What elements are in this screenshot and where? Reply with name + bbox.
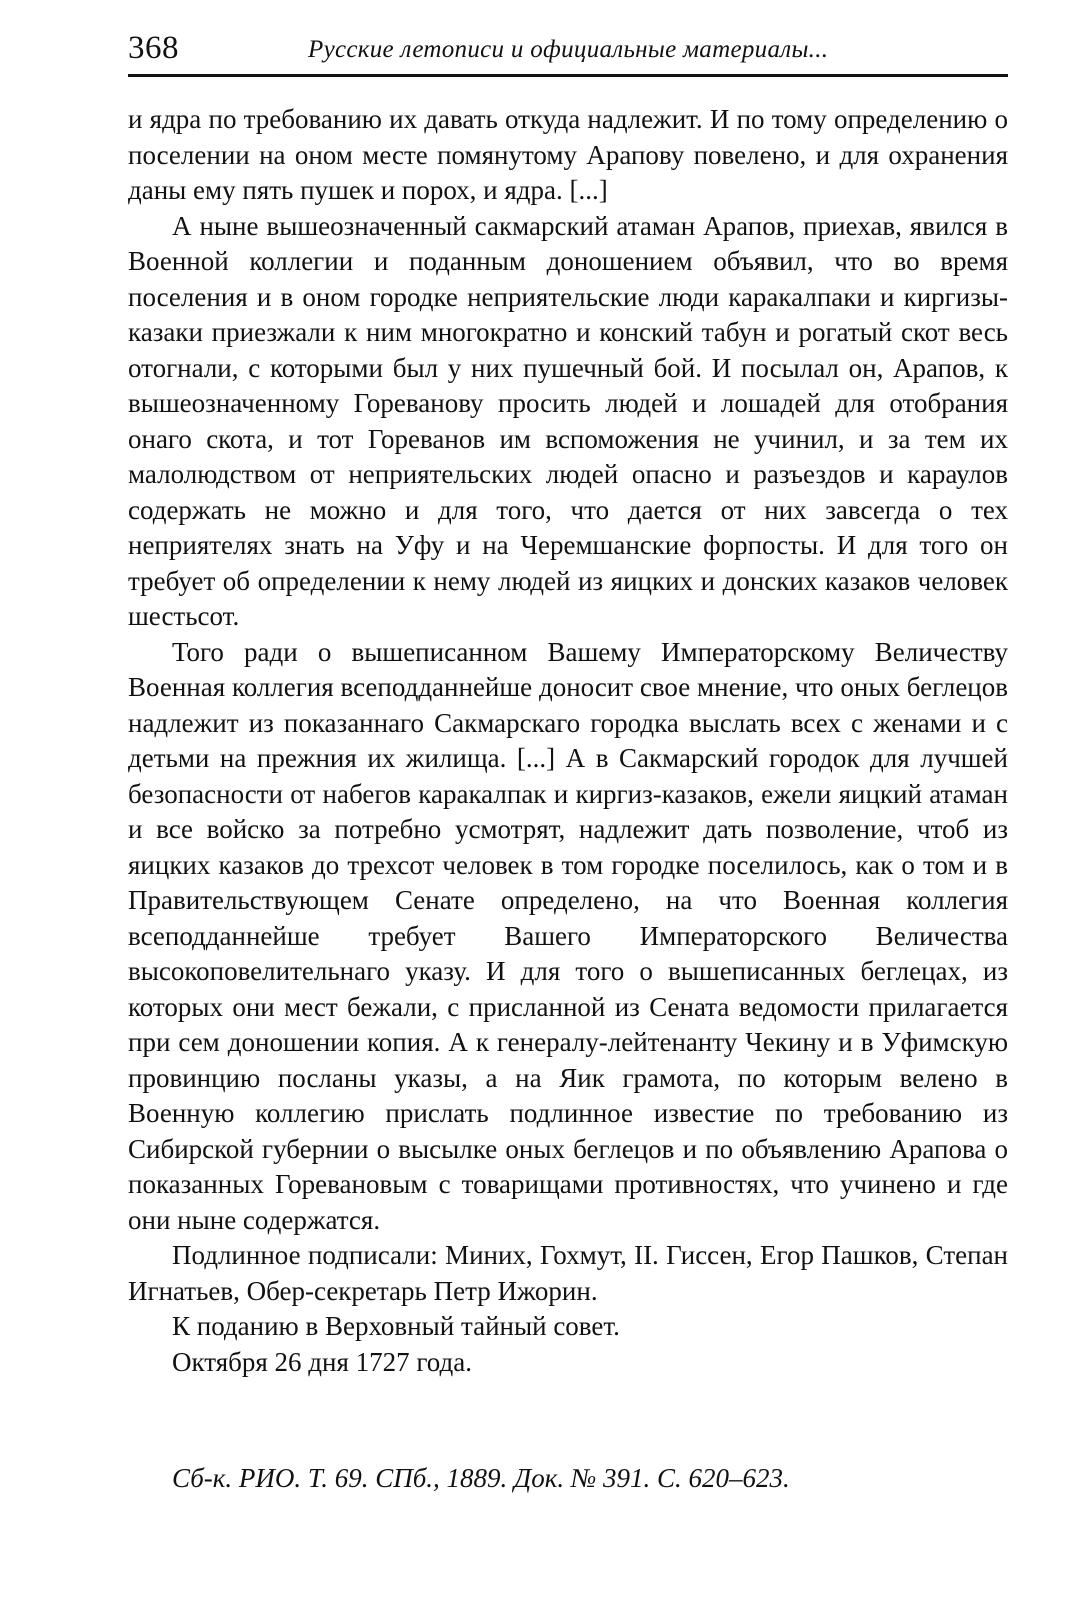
page-number: 368 — [128, 30, 179, 66]
page-header — [128, 20, 1008, 70]
source-note: Сб-к. РИО. Т. 69. СПб., 1889. Док. № 391. С. 620–623. — [172, 1463, 790, 1493]
body-text — [128, 102, 1008, 1380]
paragraph-continuation: и ядра по требованию их давать откуда надлежит. И по тому определению о поселении на оном месте помянутому Арапову повелено, и для охранения даны ему пять пушек и порох, и ядра. [...] — [128, 104, 1008, 205]
paragraph-date: Октября 26 дня 1727 года. — [172, 1346, 472, 1377]
paragraph-submission: К поданию в Верховный тайный совет. — [172, 1311, 620, 1341]
paragraph-arapov-report: А ныне вышеозначенный сакмарский атаман Арапов, приехав, явился в Военной коллегии и поданным доношением объявил, что во время поселения и в оном городке неприятельские люди каракалпаки и киргизы-казаки приезжали к ним многократно и конский табун и рогатый скот весь отогнали, с которыми был у них пушечный бой. И посылал он, Арапов, к вышеозначенному Горeванову просить людей и лошадей для отобрания онаго скота, и тот Горeванов им вспоможения не учинил, и за тем их малолюдством от неприятельских людей опасно и разъездов и караулов содержать не можно и для того, что дается от них завсегда о тех неприятелях знать на Уфу и на Черемшанские форпосты. И для того он требует об определении к нему людей из яицких и донских казаков человек шестьсот. — [128, 210, 1008, 631]
paragraph-college-opinion: Того ради о вышеписанном Вашему Императорскому Величеству Военная коллегия всеподданнейше доносит свое мнение, что оных беглецов надлежит из показаннаго Сакмарскаго городка выслать всех с женами и с детьми на прежния их жилища. [...] А в Сакмарский городок для лучшей безопасности от набегов каракалпак и киргиз-казаков, ежели яицкий атаман и все войско за потребно усмотрят, надлежит дать позволение, чтоб из яицких казаков до трехсот человек в том городке поселилось, как о том и в Правительствующем Сенате определено, на что Военная коллегия всеподданнейше требует Вашего Императорского Величества высокоповелительнаго указу. И для того о вышеписанных беглецах, из которых они мест бежали, с присланной из Сената ведомости прилагается при сем доношении копия. А к генералу-лейтенанту Чекину и в Уфимскую провинцию посланы указы, а на Яик грамота, по которым велено в Военную коллегию прислать подлинное известие по требованию из Сибирской губернии о высылке оных беглецов и по объявлению Арапова о показанных Горевановым с товарищами противностях, что учинено и где они ныне содержатся. — [128, 636, 1008, 1235]
header-rule — [128, 74, 1008, 77]
paragraph-signatures: Подлинное подписали: Миних, Гохмут, II. Гиссен, Егор Пашков, Степан Игнатьев, Обер-секретарь Петр Ижорин. — [128, 1240, 1008, 1306]
running-title: Русские летописи и официальные материалы... — [308, 36, 829, 63]
